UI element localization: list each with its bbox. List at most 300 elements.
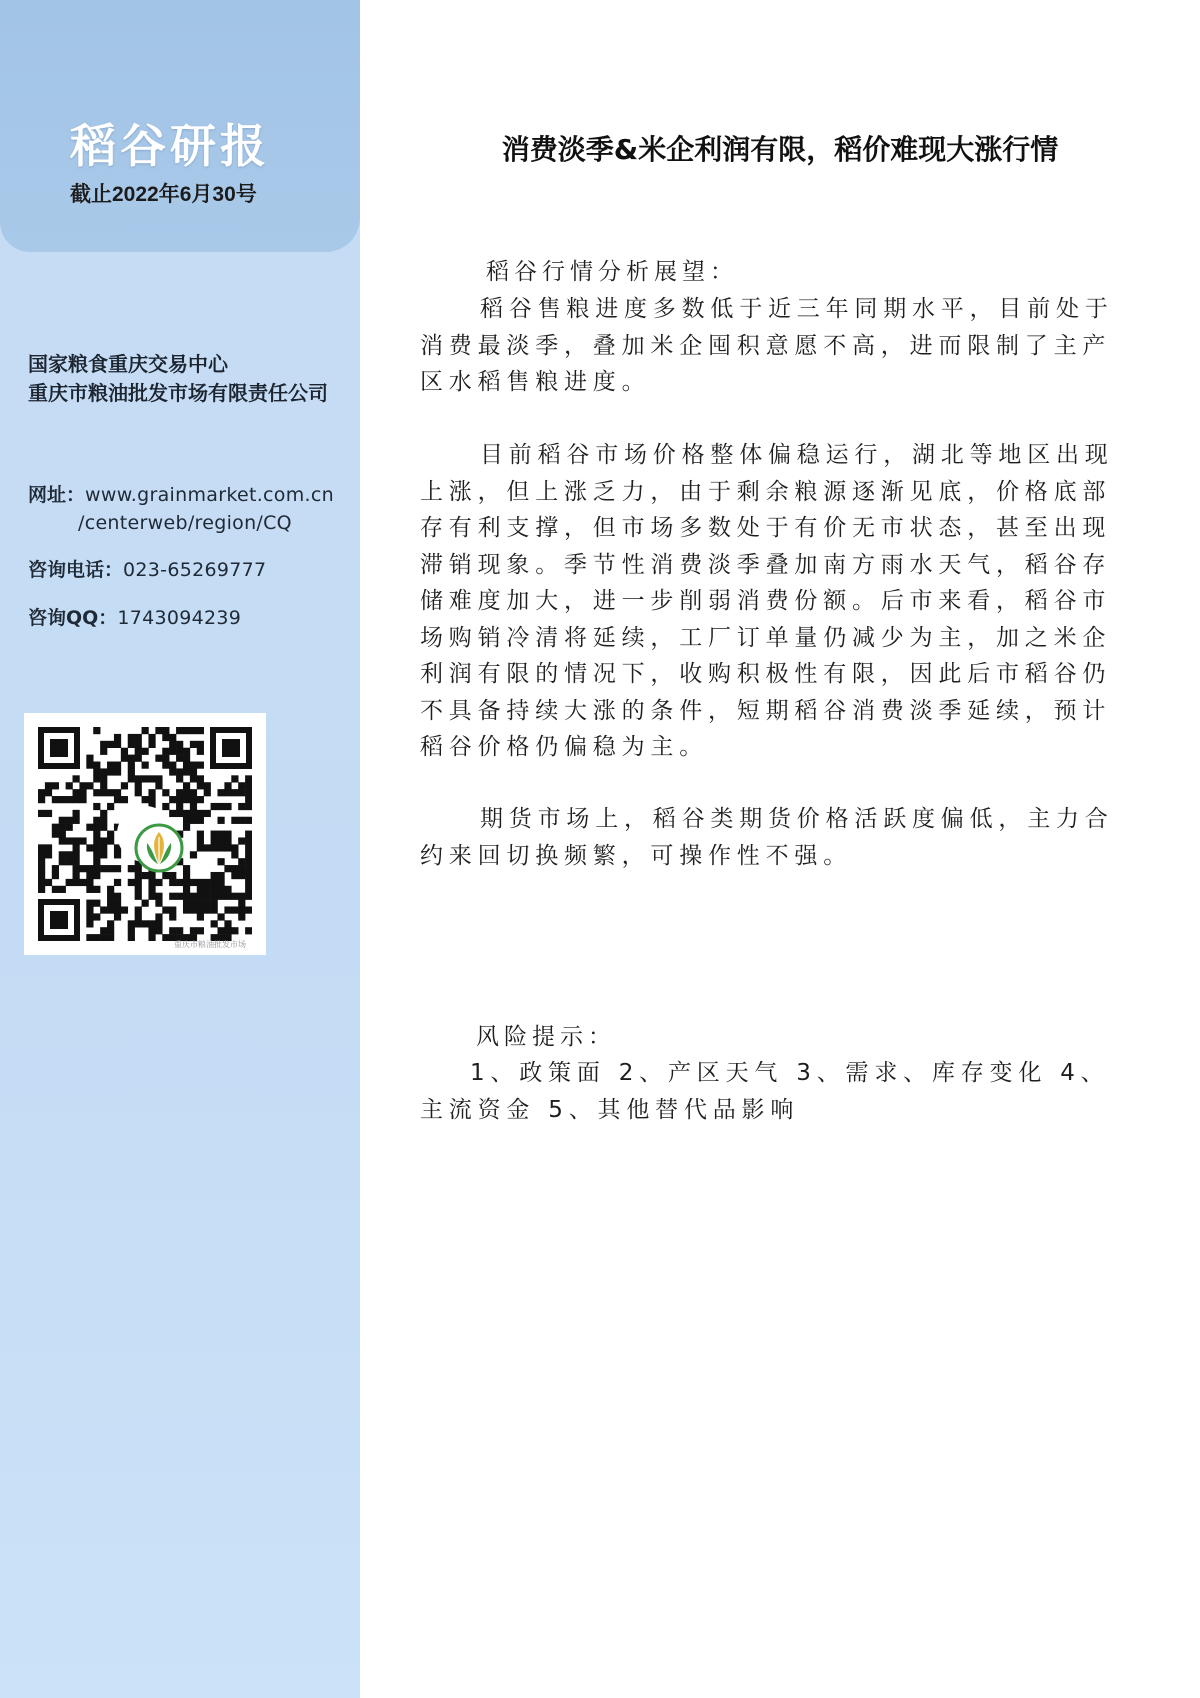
sidebar-header [0, 0, 360, 252]
qr-module [245, 893, 252, 900]
qr-module [45, 789, 52, 796]
qr-module [217, 844, 224, 851]
qr-module [93, 762, 100, 769]
qr-module [100, 844, 107, 851]
qr-module [155, 755, 162, 762]
qr-module [38, 879, 45, 886]
qr-module [100, 865, 107, 872]
qr-module [224, 893, 231, 900]
qr-module [52, 796, 59, 803]
qr-module [224, 927, 231, 934]
website-link[interactable]: www.grainmarket.com.cn [85, 484, 334, 506]
qr-module [217, 803, 224, 810]
qr-module [190, 851, 197, 858]
qr-module [86, 824, 93, 831]
qr-module [231, 893, 238, 900]
qr-module [135, 872, 142, 879]
qr-module [135, 906, 142, 913]
qr-module [114, 741, 121, 748]
website-label: 网址： [28, 484, 86, 506]
qr-module [190, 768, 197, 775]
qr-module [169, 810, 176, 817]
qr-module [245, 844, 252, 851]
qr-module [100, 789, 107, 796]
qr-module [197, 879, 204, 886]
qr-module [114, 893, 121, 900]
qr-module [59, 831, 66, 838]
qr-module [86, 872, 93, 879]
qr-module [238, 913, 245, 920]
qr-module [114, 865, 121, 872]
qr-module [231, 817, 238, 824]
qr-module [128, 927, 135, 934]
qr-module [73, 851, 80, 858]
qr-module [107, 920, 114, 927]
qr-module [204, 893, 211, 900]
qr-module [204, 782, 211, 789]
qr-module [45, 810, 52, 817]
qr-module [100, 748, 107, 755]
org-name-exchange-center: 国家粮食重庆交易中心 [28, 352, 228, 376]
qr-module [238, 803, 245, 810]
qr-module [73, 775, 80, 782]
risk-list: 1、政策面 2、产区天气 3、需求、库存变化 4、主流资金 5、其他替代品影响 [420, 1060, 1110, 1123]
qr-module [59, 837, 66, 844]
qr-module [176, 879, 183, 886]
qr-finder-top-left [38, 727, 80, 769]
qr-module [86, 920, 93, 927]
qr-module [66, 851, 73, 858]
qr-module [100, 824, 107, 831]
qr-module [211, 893, 218, 900]
qr-module [217, 913, 224, 920]
org-name-wholesale-market: 重庆市粮油批发市场有限责任公司 [28, 381, 328, 405]
qr-module [93, 727, 100, 734]
qr-module [93, 831, 100, 838]
qr-module [245, 886, 252, 893]
qr-module [135, 782, 142, 789]
qr-module [176, 927, 183, 934]
qr-module [190, 893, 197, 900]
qr-module [204, 789, 211, 796]
qr-module [238, 865, 245, 872]
qr-module [197, 906, 204, 913]
qr-module [148, 893, 155, 900]
qr-module [86, 865, 93, 872]
qr-module [238, 837, 245, 844]
qr-module [128, 762, 135, 769]
qr-module [238, 782, 245, 789]
qr-module [73, 796, 80, 803]
qr-module [162, 789, 169, 796]
qr-code-card [24, 713, 266, 955]
qr-module [197, 844, 204, 851]
qr-module [211, 900, 218, 907]
qr-module [114, 768, 121, 775]
sidebar [0, 0, 360, 1698]
qr-module [148, 886, 155, 893]
qr-module [231, 906, 238, 913]
qr-module [45, 879, 52, 886]
qr-module [238, 893, 245, 900]
qr-module [93, 913, 100, 920]
qr-module [169, 872, 176, 879]
qr-module [231, 851, 238, 858]
qr-module [217, 831, 224, 838]
qr-module [245, 879, 252, 886]
qr-module [79, 796, 86, 803]
qr-module [155, 775, 162, 782]
website-line [28, 480, 334, 507]
qr-module [197, 893, 204, 900]
qr-module [183, 900, 190, 907]
qr-module [245, 927, 252, 934]
risk-heading: 风险提示： [476, 1024, 616, 1050]
qr-module [162, 755, 169, 762]
qr-module [128, 879, 135, 886]
qr-module [162, 727, 169, 734]
qr-module [86, 782, 93, 789]
qr-module [114, 879, 121, 886]
qr-module [162, 734, 169, 741]
qr-module [211, 886, 218, 893]
qr-module [176, 748, 183, 755]
qr-module [59, 817, 66, 824]
qr-module [114, 900, 121, 907]
qr-module [114, 913, 121, 920]
qr-module [183, 872, 190, 879]
qr-module [86, 900, 93, 907]
qr-module [107, 768, 114, 775]
qr-module [148, 920, 155, 927]
qr-module [155, 893, 162, 900]
qr-module [135, 789, 142, 796]
qq-line [28, 603, 241, 630]
qr-module [135, 775, 142, 782]
qr-module [107, 906, 114, 913]
qr-module [197, 900, 204, 907]
qr-module [38, 851, 45, 858]
qr-module [128, 755, 135, 762]
qr-module [190, 741, 197, 748]
qr-module [128, 741, 135, 748]
qr-module [142, 872, 149, 879]
qr-module [52, 886, 59, 893]
qr-module [148, 934, 155, 941]
qr-module [38, 844, 45, 851]
qr-module [190, 927, 197, 934]
qr-module [183, 768, 190, 775]
paragraph-market-price: 目前稻谷市场价格整体偏稳运行，湖北等地区出现上涨，但上涨乏力，由于剩余粮源逐渐见底，价格底部存有利支撑，但市场多数处于有价无市状态，甚至出现滞销现象。季节性消费淡季叠加南方雨水天气，稻谷存储难度加大，进一步削弱消费份额。后市来看，稻谷市场购销冷清将延续，工厂订单量仍减少为主，加之米企利润有限的情况下，收购积极性有限，因此后市稻谷仍不具备持续大涨的条件，短期稻谷消费淡季延续，预计稻谷价格仍偏稳为主。 [420, 442, 1114, 760]
qr-module [197, 741, 204, 748]
qr-module [93, 900, 100, 907]
qr-module [73, 837, 80, 844]
qr-module [142, 762, 149, 769]
qr-module [155, 927, 162, 934]
qr-module [162, 934, 169, 941]
qr-module [38, 858, 45, 865]
qr-module [245, 775, 252, 782]
qr-module [100, 906, 107, 913]
qr-module [73, 879, 80, 886]
qr-module [162, 906, 169, 913]
qr-module [66, 817, 73, 824]
qr-module [169, 927, 176, 934]
qr-module [224, 803, 231, 810]
qr-module [135, 920, 142, 927]
qr-module [155, 727, 162, 734]
qr-module [183, 810, 190, 817]
qr-module [100, 934, 107, 941]
qr-module [121, 796, 128, 803]
qr-module [176, 741, 183, 748]
qr-module [66, 837, 73, 844]
qr-module [100, 775, 107, 782]
qq-label: 咨询QQ： [28, 607, 118, 629]
qr-module [176, 796, 183, 803]
qr-module [245, 803, 252, 810]
qr-module [217, 879, 224, 886]
qr-module [190, 817, 197, 824]
qr-module [211, 920, 218, 927]
qr-module [93, 858, 100, 865]
qr-module [66, 858, 73, 865]
qr-module [183, 755, 190, 762]
qr-module [183, 817, 190, 824]
qr-module [142, 900, 149, 907]
qr-module [183, 748, 190, 755]
qr-module [52, 782, 59, 789]
qr-module [190, 803, 197, 810]
qr-module [197, 748, 204, 755]
qr-module [86, 755, 93, 762]
qr-module [162, 803, 169, 810]
qr-module [176, 789, 183, 796]
qr-module [183, 789, 190, 796]
qr-module [107, 927, 114, 934]
qr-module [231, 844, 238, 851]
qr-module [204, 900, 211, 907]
qr-module [128, 934, 135, 941]
qr-module [176, 768, 183, 775]
qr-module [45, 851, 52, 858]
qr-module [238, 900, 245, 907]
qr-module [190, 879, 197, 886]
qr-module [93, 934, 100, 941]
website-link-path[interactable]: /centerweb/region/CQ [78, 512, 292, 534]
qr-module [204, 844, 211, 851]
qr-module [93, 803, 100, 810]
qr-module [86, 913, 93, 920]
qr-module [190, 727, 197, 734]
qr-module [135, 734, 142, 741]
qr-module [93, 837, 100, 844]
qr-module [169, 762, 176, 769]
qr-module [86, 879, 93, 886]
qr-module [183, 824, 190, 831]
qr-module [93, 817, 100, 824]
qr-module [211, 906, 218, 913]
qr-module [38, 810, 45, 817]
qr-module [66, 824, 73, 831]
qr-module [66, 879, 73, 886]
qr-module [224, 789, 231, 796]
qr-module [155, 782, 162, 789]
qr-module [224, 865, 231, 872]
qr-module [190, 796, 197, 803]
qr-module [135, 886, 142, 893]
qr-module [224, 886, 231, 893]
paragraph-sales-progress: 稻谷售粮进度多数低于近三年同期水平，目前处于消费最淡季，叠加米企囤积意愿不高，进而限制了主产区水稻售粮进度。 [420, 296, 1114, 395]
qr-module [148, 879, 155, 886]
qr-module [45, 844, 52, 851]
qr-module [107, 934, 114, 941]
qr-module [197, 782, 204, 789]
qr-module [238, 906, 245, 913]
qr-module [38, 865, 45, 872]
qr-module [176, 755, 183, 762]
qr-module [38, 796, 45, 803]
qr-module [197, 817, 204, 824]
qr-module [245, 906, 252, 913]
qr-module [38, 886, 45, 893]
qr-module [73, 844, 80, 851]
phone-label: 咨询电话： [28, 559, 124, 581]
qr-module [107, 741, 114, 748]
qr-module [52, 831, 59, 838]
qr-module [93, 844, 100, 851]
qr-module [169, 913, 176, 920]
qr-module [190, 810, 197, 817]
qr-module [100, 851, 107, 858]
qr-module [238, 858, 245, 865]
qr-module [197, 810, 204, 817]
qr-caption: 重庆市粮油批发市场 [174, 940, 246, 949]
qr-module [114, 844, 121, 851]
qr-module [73, 858, 80, 865]
qr-module [245, 851, 252, 858]
qr-module [197, 837, 204, 844]
qr-module [183, 865, 190, 872]
qr-module [224, 920, 231, 927]
qr-module [107, 865, 114, 872]
qr-module [238, 789, 245, 796]
qr-module [217, 789, 224, 796]
qr-module [86, 844, 93, 851]
qr-module [86, 762, 93, 769]
qr-module [176, 803, 183, 810]
qr-module [107, 837, 114, 844]
qr-finder-bottom-left [38, 899, 80, 941]
qr-module [245, 831, 252, 838]
qr-module [169, 906, 176, 913]
qr-module [197, 831, 204, 838]
qr-module [169, 879, 176, 886]
qr-module [217, 817, 224, 824]
qr-module [59, 851, 66, 858]
qr-module [197, 727, 204, 734]
qr-module [142, 727, 149, 734]
qr-module [142, 748, 149, 755]
qr-module [114, 906, 121, 913]
qr-module [100, 927, 107, 934]
qr-module [100, 741, 107, 748]
qr-module [217, 837, 224, 844]
qr-module [224, 782, 231, 789]
phone-number: 023-65269777 [123, 559, 267, 581]
qr-module [107, 886, 114, 893]
qr-module [142, 796, 149, 803]
qr-module [183, 906, 190, 913]
report-date: 截止2022年6月30号 [70, 183, 257, 206]
qr-module [107, 762, 114, 769]
qr-module [211, 803, 218, 810]
qr-module [86, 886, 93, 893]
qr-module [73, 789, 80, 796]
qr-module [148, 927, 155, 934]
qr-module [121, 906, 128, 913]
qr-module [245, 858, 252, 865]
qr-module [135, 755, 142, 762]
qr-module [211, 872, 218, 879]
qr-module [142, 920, 149, 927]
qr-module [107, 831, 114, 838]
qr-module [183, 796, 190, 803]
qr-module [245, 789, 252, 796]
qr-module [169, 741, 176, 748]
qr-module [183, 762, 190, 769]
qr-module [59, 858, 66, 865]
qr-module [176, 810, 183, 817]
qr-module [190, 762, 197, 769]
qr-module [224, 906, 231, 913]
qr-module [217, 886, 224, 893]
qr-module [128, 768, 135, 775]
qr-module [66, 796, 73, 803]
qr-module [211, 879, 218, 886]
qr-module [148, 734, 155, 741]
qr-module [211, 837, 218, 844]
qr-module [148, 741, 155, 748]
qr-module [162, 872, 169, 879]
qr-module [183, 893, 190, 900]
qr-module [107, 803, 114, 810]
qr-module [217, 872, 224, 879]
qr-module [231, 775, 238, 782]
qr-module [197, 762, 204, 769]
qr-module [86, 906, 93, 913]
qr-module [169, 796, 176, 803]
qr-module [59, 824, 66, 831]
qr-module [169, 768, 176, 775]
qr-module [114, 851, 121, 858]
qr-module [114, 762, 121, 769]
qr-module [162, 762, 169, 769]
qr-module [135, 913, 142, 920]
qq-number: 1743094239 [117, 607, 242, 629]
qr-module [114, 734, 121, 741]
qr-module [204, 906, 211, 913]
qr-module [224, 844, 231, 851]
qr-module [238, 817, 245, 824]
qr-module [93, 775, 100, 782]
qr-module [217, 927, 224, 934]
qr-module [176, 775, 183, 782]
qr-module [190, 789, 197, 796]
wheat-logo-icon [120, 809, 170, 859]
qr-module [190, 900, 197, 907]
qr-module [148, 775, 155, 782]
